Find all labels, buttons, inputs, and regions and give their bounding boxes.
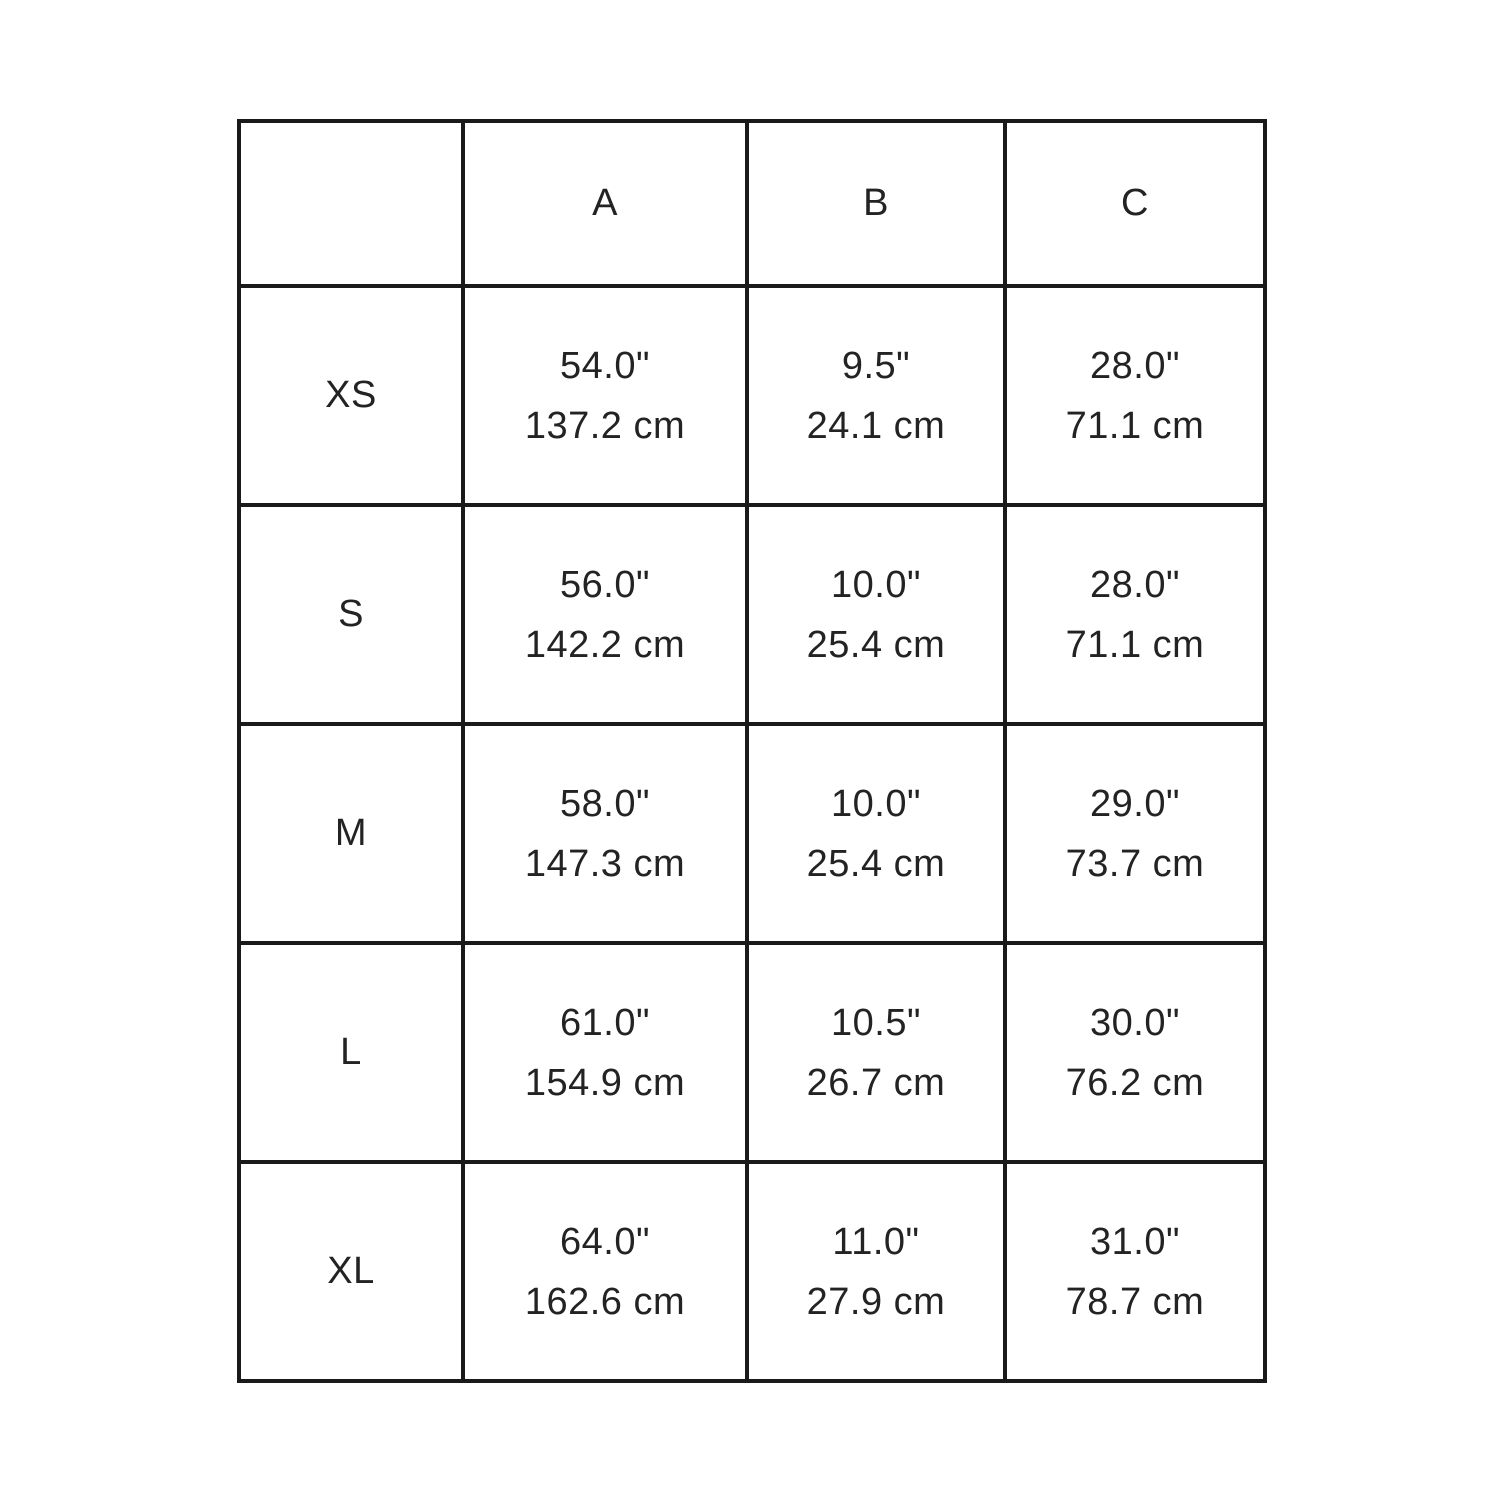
measurement-cell-xl-c bbox=[1005, 1162, 1265, 1381]
measurement-cell-l-c bbox=[1005, 943, 1265, 1162]
header-cell-a: A bbox=[463, 121, 747, 286]
inches-value: 31.0" bbox=[1090, 1220, 1180, 1263]
measurement-cell-xs-b bbox=[747, 286, 1005, 505]
cm-value: 78.7 cm bbox=[1065, 1280, 1205, 1323]
cm-value: 154.9 cm bbox=[524, 1061, 686, 1104]
inches-value: 10.5" bbox=[831, 1001, 921, 1044]
inches-value: 30.0" bbox=[1090, 1001, 1180, 1044]
inches-value: 9.5" bbox=[841, 344, 911, 387]
inches-value: 11.0" bbox=[832, 1220, 920, 1263]
size-chart-table bbox=[237, 119, 1267, 1383]
inches-value: 54.0" bbox=[560, 344, 650, 387]
inches-value: 58.0" bbox=[560, 782, 650, 825]
cm-value: 142.2 cm bbox=[524, 623, 686, 666]
table-row-l bbox=[239, 943, 1265, 1162]
table-row-s bbox=[239, 505, 1265, 724]
inches-value: 56.0" bbox=[560, 563, 650, 606]
inches-value: 28.0" bbox=[1090, 563, 1180, 606]
row-label-l: L bbox=[239, 943, 463, 1162]
measurement-cell-m-b bbox=[747, 724, 1005, 943]
measurement-cell-m-a bbox=[463, 724, 747, 943]
cm-value: 26.7 cm bbox=[806, 1061, 946, 1104]
row-label-xl: XL bbox=[239, 1162, 463, 1381]
cm-value: 25.4 cm bbox=[806, 623, 946, 666]
measurement-cell-xl-a bbox=[463, 1162, 747, 1381]
cm-value: 71.1 cm bbox=[1065, 623, 1205, 666]
cm-value: 137.2 cm bbox=[524, 404, 686, 447]
measurement-cell-l-a bbox=[463, 943, 747, 1162]
measurement-cell-xs-c bbox=[1005, 286, 1265, 505]
measurement-cell-s-c bbox=[1005, 505, 1265, 724]
cm-value: 27.9 cm bbox=[806, 1280, 946, 1323]
inches-value: 10.0" bbox=[831, 782, 921, 825]
cm-value: 71.1 cm bbox=[1065, 404, 1205, 447]
table-row-xl bbox=[239, 1162, 1265, 1381]
cm-value: 25.4 cm bbox=[806, 842, 946, 885]
cm-value: 162.6 cm bbox=[524, 1280, 686, 1323]
measurement-cell-l-b bbox=[747, 943, 1005, 1162]
cm-value: 147.3 cm bbox=[524, 842, 686, 885]
inches-value: 28.0" bbox=[1090, 344, 1180, 387]
inches-value: 10.0" bbox=[831, 563, 921, 606]
cm-value: 76.2 cm bbox=[1065, 1061, 1205, 1104]
measurement-cell-xl-b bbox=[747, 1162, 1005, 1381]
row-label-s: S bbox=[239, 505, 463, 724]
cm-value: 24.1 cm bbox=[806, 404, 946, 447]
table-row-xs bbox=[239, 286, 1265, 505]
table-row-m bbox=[239, 724, 1265, 943]
measurement-cell-s-b bbox=[747, 505, 1005, 724]
inches-value: 61.0" bbox=[560, 1001, 650, 1044]
row-label-m: M bbox=[239, 724, 463, 943]
measurement-cell-s-a bbox=[463, 505, 747, 724]
header-row bbox=[239, 121, 1265, 286]
measurement-cell-xs-a bbox=[463, 286, 747, 505]
header-cell-b: B bbox=[747, 121, 1005, 286]
inches-value: 64.0" bbox=[560, 1220, 650, 1263]
header-cell-empty bbox=[239, 121, 463, 286]
inches-value: 29.0" bbox=[1090, 782, 1180, 825]
row-label-xs: XS bbox=[239, 286, 463, 505]
cm-value: 73.7 cm bbox=[1065, 842, 1205, 885]
measurement-cell-m-c bbox=[1005, 724, 1265, 943]
header-cell-c: C bbox=[1005, 121, 1265, 286]
